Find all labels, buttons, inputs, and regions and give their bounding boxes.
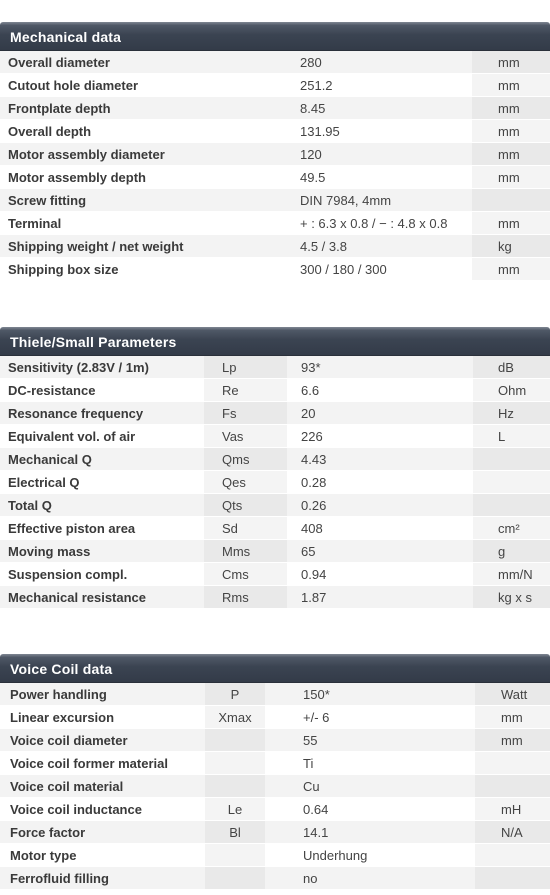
parameter-unit: mm — [472, 212, 550, 235]
parameter-symbol: Re — [204, 379, 287, 402]
section-header — [0, 654, 550, 683]
parameter-unit: mm — [472, 143, 550, 166]
parameter-label: Electrical Q — [0, 471, 204, 494]
parameter-label: Equivalent vol. of air — [0, 425, 204, 448]
parameter-label: Effective piston area — [0, 517, 204, 540]
parameter-unit: Hz — [473, 402, 550, 425]
parameter-value: 0.94 — [287, 563, 473, 586]
table-row — [0, 867, 550, 890]
parameter-value: 280 — [290, 51, 472, 74]
parameter-label: Overall diameter — [0, 51, 290, 74]
parameter-label: Motor type — [0, 844, 205, 867]
parameter-value: 55 — [265, 729, 475, 752]
parameter-symbol: Sd — [204, 517, 287, 540]
parameter-label: Total Q — [0, 494, 204, 517]
parameter-unit: dB — [473, 356, 550, 379]
voice-coil-table — [0, 683, 550, 890]
parameter-unit: mm — [475, 706, 550, 729]
parameter-value: 6.6 — [287, 379, 473, 402]
parameter-symbol — [205, 844, 265, 867]
parameter-unit: mm/N — [473, 563, 550, 586]
parameter-label: Force factor — [0, 821, 205, 844]
parameter-value: 20 — [287, 402, 473, 425]
mechanical-data-section — [0, 22, 550, 281]
parameter-value: DIN 7984, 4mm — [290, 189, 472, 212]
table-row — [0, 844, 550, 867]
parameter-value: 4.43 — [287, 448, 473, 471]
parameter-value: Underhung — [265, 844, 475, 867]
parameter-value: 408 — [287, 517, 473, 540]
parameter-unit: Watt — [475, 683, 550, 706]
parameter-unit: mm — [475, 729, 550, 752]
parameter-unit: mm — [472, 258, 550, 281]
parameter-symbol: Qts — [204, 494, 287, 517]
table-row — [0, 706, 550, 729]
voice-coil-section — [0, 654, 550, 890]
parameter-label: Suspension compl. — [0, 563, 204, 586]
parameter-label: Resonance frequency — [0, 402, 204, 425]
parameter-label: Mechanical Q — [0, 448, 204, 471]
parameter-symbol: Bl — [205, 821, 265, 844]
parameter-label: Voice coil inductance — [0, 798, 205, 821]
table-row — [0, 356, 550, 379]
parameter-symbol — [205, 867, 265, 890]
thiele-small-section — [0, 327, 550, 609]
parameter-unit: mm — [472, 74, 550, 97]
parameter-label: Frontplate depth — [0, 97, 290, 120]
table-row — [0, 517, 550, 540]
table-row — [0, 379, 550, 402]
table-row — [0, 448, 550, 471]
parameter-label: DC-resistance — [0, 379, 204, 402]
parameter-symbol — [205, 729, 265, 752]
parameter-label: Mechanical resistance — [0, 586, 204, 609]
parameter-unit: kg — [472, 235, 550, 258]
parameter-unit — [475, 775, 550, 798]
parameter-label: Overall depth — [0, 120, 290, 143]
parameter-value: 251.2 — [290, 74, 472, 97]
parameter-label: Motor assembly depth — [0, 166, 290, 189]
thiele-small-table — [0, 356, 550, 609]
parameter-symbol: P — [205, 683, 265, 706]
table-row — [0, 235, 550, 258]
parameter-unit: mH — [475, 798, 550, 821]
parameter-value: +/- 6 — [265, 706, 475, 729]
table-row — [0, 586, 550, 609]
table-row — [0, 97, 550, 120]
parameter-label: Terminal — [0, 212, 290, 235]
section-title: Voice Coil data — [10, 661, 113, 677]
parameter-unit — [475, 752, 550, 775]
parameter-unit: mm — [472, 97, 550, 120]
parameter-unit: mm — [472, 120, 550, 143]
parameter-value: 226 — [287, 425, 473, 448]
parameter-value: 1.87 — [287, 586, 473, 609]
parameter-unit — [472, 189, 550, 212]
parameter-symbol: Qms — [204, 448, 287, 471]
parameter-symbol: Le — [205, 798, 265, 821]
parameter-symbol: Rms — [204, 586, 287, 609]
parameter-value: 49.5 — [290, 166, 472, 189]
table-row — [0, 775, 550, 798]
table-row — [0, 74, 550, 97]
parameter-value: 131.95 — [290, 120, 472, 143]
parameter-value: 120 — [290, 143, 472, 166]
parameter-label: Shipping weight / net weight — [0, 235, 290, 258]
section-header — [0, 22, 550, 51]
parameter-unit: g — [473, 540, 550, 563]
table-row — [0, 563, 550, 586]
parameter-unit: kg x s — [473, 586, 550, 609]
parameter-symbol — [205, 752, 265, 775]
table-row — [0, 143, 550, 166]
parameter-label: Shipping box size — [0, 258, 290, 281]
parameter-symbol: Qes — [204, 471, 287, 494]
section-title: Thiele/Small Parameters — [10, 334, 177, 350]
table-row — [0, 120, 550, 143]
parameter-value: 93* — [287, 356, 473, 379]
table-row — [0, 683, 550, 706]
parameter-value: Cu — [265, 775, 475, 798]
table-row — [0, 729, 550, 752]
section-title: Mechanical data — [10, 29, 122, 45]
table-row — [0, 540, 550, 563]
table-row — [0, 494, 550, 517]
table-row — [0, 189, 550, 212]
parameter-unit: Ohm — [473, 379, 550, 402]
parameter-label: Motor assembly diameter — [0, 143, 290, 166]
table-row — [0, 821, 550, 844]
mechanical-data-table — [0, 51, 550, 281]
parameter-label: Power handling — [0, 683, 205, 706]
parameter-label: Screw fitting — [0, 189, 290, 212]
parameter-value: 14.1 — [265, 821, 475, 844]
parameter-value: 8.45 — [290, 97, 472, 120]
parameter-label: Linear excursion — [0, 706, 205, 729]
parameter-label: Voice coil material — [0, 775, 205, 798]
table-row — [0, 471, 550, 494]
table-row — [0, 752, 550, 775]
parameter-unit: N/A — [475, 821, 550, 844]
section-header — [0, 327, 550, 356]
parameter-symbol: Vas — [204, 425, 287, 448]
parameter-unit: mm — [472, 51, 550, 74]
parameter-unit — [473, 448, 550, 471]
parameter-value: + : 6.3 x 0.8 / − : 4.8 x 0.8 — [290, 212, 472, 235]
table-row — [0, 166, 550, 189]
parameter-value: 150* — [265, 683, 475, 706]
parameter-value: 300 / 180 / 300 — [290, 258, 472, 281]
parameter-unit — [473, 494, 550, 517]
parameter-unit: mm — [472, 166, 550, 189]
parameter-symbol: Xmax — [205, 706, 265, 729]
parameter-value: Ti — [265, 752, 475, 775]
parameter-unit: cm² — [473, 517, 550, 540]
table-row — [0, 425, 550, 448]
table-row — [0, 51, 550, 74]
parameter-unit: L — [473, 425, 550, 448]
parameter-unit — [475, 867, 550, 890]
parameter-value: 65 — [287, 540, 473, 563]
parameter-symbol: Fs — [204, 402, 287, 425]
parameter-value: no — [265, 867, 475, 890]
parameter-value: 4.5 / 3.8 — [290, 235, 472, 258]
parameter-label: Moving mass — [0, 540, 204, 563]
parameter-value: 0.64 — [265, 798, 475, 821]
parameter-label: Sensitivity (2.83V / 1m) — [0, 356, 204, 379]
parameter-label: Ferrofluid filling — [0, 867, 205, 890]
parameter-unit — [475, 844, 550, 867]
parameter-symbol — [205, 775, 265, 798]
parameter-symbol: Mms — [204, 540, 287, 563]
parameter-symbol: Cms — [204, 563, 287, 586]
parameter-value: 0.26 — [287, 494, 473, 517]
parameter-unit — [473, 471, 550, 494]
parameter-value: 0.28 — [287, 471, 473, 494]
table-row — [0, 258, 550, 281]
parameter-label: Voice coil former material — [0, 752, 205, 775]
parameter-label: Voice coil diameter — [0, 729, 205, 752]
table-row — [0, 402, 550, 425]
table-row — [0, 798, 550, 821]
table-row — [0, 212, 550, 235]
parameter-symbol: Lp — [204, 356, 287, 379]
parameter-label: Cutout hole diameter — [0, 74, 290, 97]
